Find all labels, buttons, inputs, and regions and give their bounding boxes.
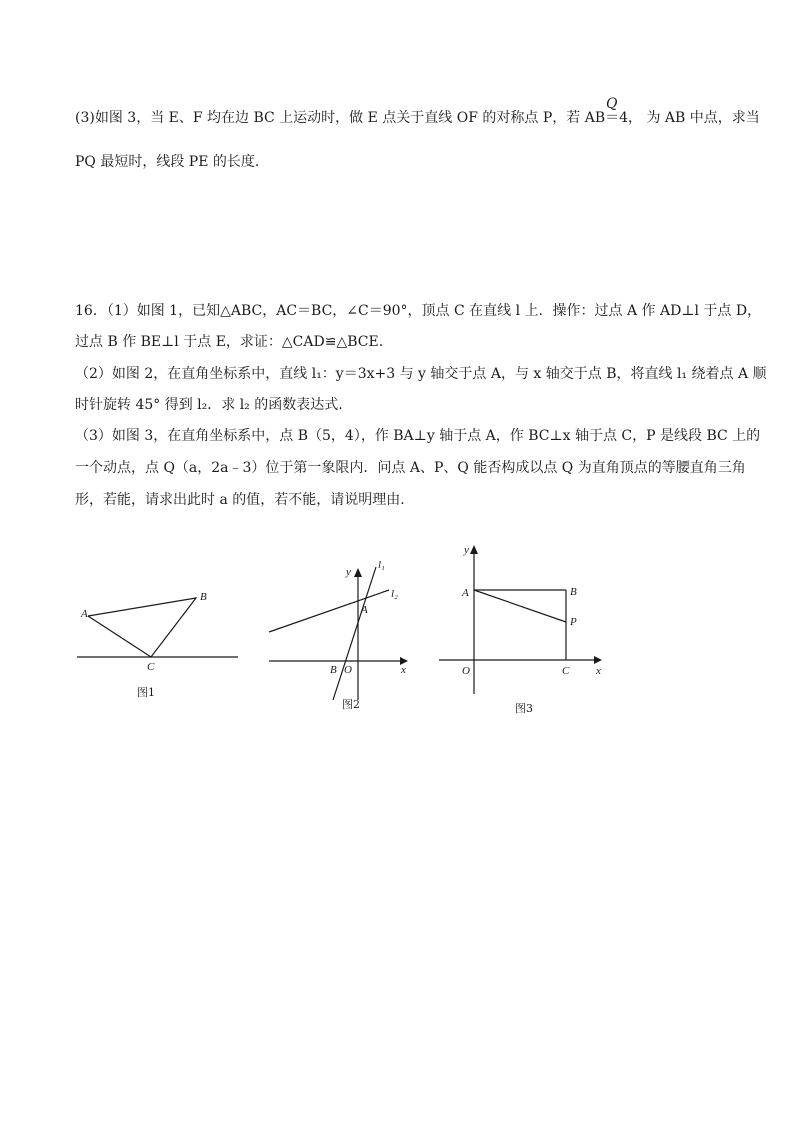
- fig3-label-o: O: [462, 665, 470, 677]
- fig3-label-x: x: [596, 665, 601, 677]
- q16-line-7: 形，若能，请求出此时 a 的值，若不能，请说明理由.: [75, 492, 405, 508]
- fig2-label-l2: l₂: [391, 588, 398, 600]
- fig2-label-o: O: [344, 664, 352, 676]
- fig3-label-c: C: [562, 665, 570, 677]
- q16-line-1: 16．（1）如图 1，已知△ABC，AC＝BC，∠C＝90°，顶点 C 在直线 l 上．操作：过点 A 作 AD⊥l 于点 D，: [75, 303, 762, 319]
- fig1-caption: 图1: [137, 686, 155, 699]
- fig2-label-b: B: [330, 664, 337, 676]
- fig3-caption: 图3: [515, 702, 533, 715]
- fig2-label-l1: l₁: [378, 559, 385, 571]
- fig3-label-y: y: [464, 544, 469, 556]
- fig2-label-a: A: [361, 604, 368, 616]
- fig2-caption: 图2: [342, 698, 360, 711]
- fig1-label-c: C: [147, 661, 155, 673]
- q16-line-2: 过点 B 作 BE⊥l 于点 E，求证：△CAD≌△BCE.: [75, 334, 384, 350]
- p3-line-2: PQ 最短时，线段 PE 的长度.: [75, 154, 260, 170]
- fig1-label-a: A: [81, 608, 88, 620]
- q16-line-6: 一个动点，点 Q（a，2a﹣3）位于第一象限内．问点 A、P、Q 能否构成以点 Q 为直角顶点的等腰直角三角: [75, 460, 746, 476]
- fig2-label-x: x: [401, 664, 406, 676]
- fig2-label-y: y: [346, 566, 351, 578]
- fig3-label-p: P: [570, 616, 577, 628]
- fig1-label-b: B: [200, 591, 207, 603]
- q16-line-3: （2）如图 2，在直角坐标系中，直线 l₁：y＝3x+3 与 y 轴交于点 A，与 x 轴交于点 B，将直线 l₁ 绕着点 A 顺: [75, 366, 767, 382]
- fig3-label-b: B: [570, 586, 577, 598]
- p3-q-label: Q: [606, 96, 618, 112]
- p3-line-1: (3)如图 3，当 E、F 均在边 BC 上运动时，做 E 点关于直线 OF 的对称点 P，若 AB＝4， 为 AB 中点，求当: [75, 110, 760, 126]
- fig3-label-a: A: [462, 587, 469, 599]
- q16-line-4: 时针旋转 45° 得到 l₂．求 l₂ 的函数表达式.: [75, 397, 343, 413]
- q16-line-5: （3）如图 3，在直角坐标系中，点 B（5，4），作 BA⊥y 轴于点 A，作 BC⊥x 轴于点 C，P 是线段 BC 上的: [75, 428, 761, 444]
